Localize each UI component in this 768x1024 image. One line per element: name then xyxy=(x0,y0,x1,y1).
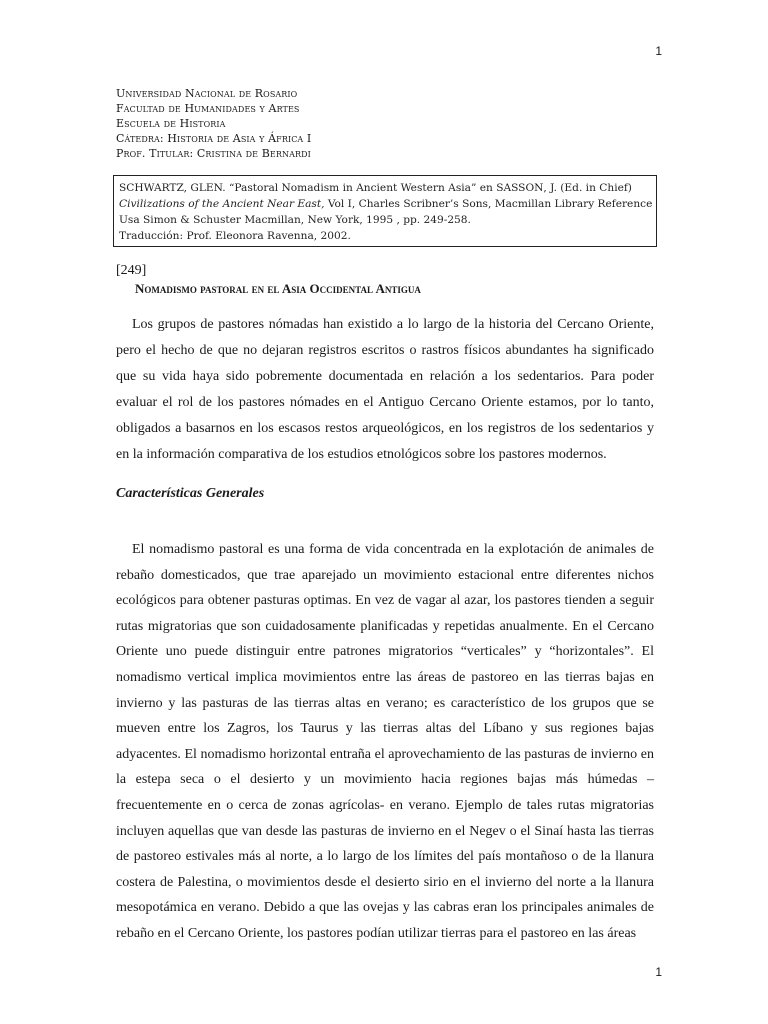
article-title: Nomadismo pastoral en el Asia Occidental Antigua xyxy=(135,281,421,296)
citation-editor-rest: , J. (Ed. in Chief) xyxy=(543,182,632,194)
citation-article-title: “Pastoral Nomadism in Ancient Western Asia” en xyxy=(225,182,497,194)
paragraph-general: El nomadismo pastoral es una forma de vida concentrada en la explotación de animales de rebaño domesticados, que trae aparejado un movimiento estacional entre diferentes nichos ecológicos para obtener pasturas optimas. En vez de vagar al azar, los pastores tienden a seguir rutas migratorias que son cuidadosamente planificadas y repetidas anualmente. En el Cercano Oriente uno puede distinguir entre patrones migratorios “verticales” y “horizontales”. El nomadismo vertical implica movimientos entre las áreas de pastoreo en las tierras bajas en invierno y las pasturas de las tierras altas en verano; es característico de los grupos que se mueven entre los Zagros, los Taurus y las tierras altas del Líbano y sus regiones bajas adyacentes. El nomadismo horizontal entraña el aprovechamiento de las pasturas de invierno en la estepa seca o el desierto y un movimiento hacia regiones bajas más húmedas –frecuentemente en o cerca de zonas agrícolas- en verano. Ejemplo de tales rutas migratorias incluyen aquellas que van desde las pasturas de invierno en el Negev o el Sinaí hasta las tierras de pastoreo estivales más al norte, a lo largo de los límites del país montañoso o de la llanura costera de Palestina, o movimientos desde el desierto sirio en el invierno del norte a la llanura mesopotámica en verano. Debido a que las ovejas y las cabras eran los principales animales de rebaño en el Cercano Oriente, los pastores podían utilizar tierras para el pastoreo en las áreas xyxy=(116,542,654,941)
faculty-name: Facultad de Humanidades y Artes xyxy=(116,102,300,115)
citation-publisher: Vol I, Charles Scribner’s Sons, Macmillan Library Reference xyxy=(324,198,653,210)
citation-author: SCHWARTZ, GLEN. xyxy=(119,182,226,194)
page-number-top: 1 xyxy=(655,44,662,58)
folio-mark: [249] xyxy=(116,263,147,278)
paragraph-intro: Los grupos de pastores nómadas han existido a lo largo de la historia del Cercano Oriente, pero el hecho de que no dejaran registros escritos o rastros físicos abundantes ha significado que su vida haya sido pobremente documentada en relación a los sedentarios. Para poder evaluar el rol de los pastores nómades en el Antiguo Cercano Oriente estamos, por lo tanto, obligados a basarnos en los escasos restos arqueológicos, en los registros de los sedentarios y en la información comparativa de los estudios etnológicos sobre los pastores modernos. xyxy=(116,317,654,462)
citation-line-1 xyxy=(119,180,656,196)
institution-header xyxy=(116,86,311,161)
section-heading: Características Generales xyxy=(116,486,265,501)
citation-editor: SASSON xyxy=(496,182,544,194)
citation-line-3: Usa Simon & Schuster Macmillan, New York, 1995 , pp. 249-258. xyxy=(119,214,471,226)
professor-name: Prof. Titular: Cristina de Bernardi xyxy=(116,147,311,160)
citation-translation: Traducción: Prof. Eleonora Ravenna, 2002. xyxy=(119,230,351,242)
page-number-bottom: 1 xyxy=(655,965,662,979)
school-name: Escuela de Historia xyxy=(116,117,226,130)
university-name: Universidad Nacional de Rosario xyxy=(116,87,298,100)
citation-book-title: Civilizations of the Ancient Near East, xyxy=(119,198,325,210)
citation-box xyxy=(113,175,657,247)
citation-line-2 xyxy=(119,196,656,212)
chair-name: Cátedra: Historia de Asia y África I xyxy=(116,132,312,145)
